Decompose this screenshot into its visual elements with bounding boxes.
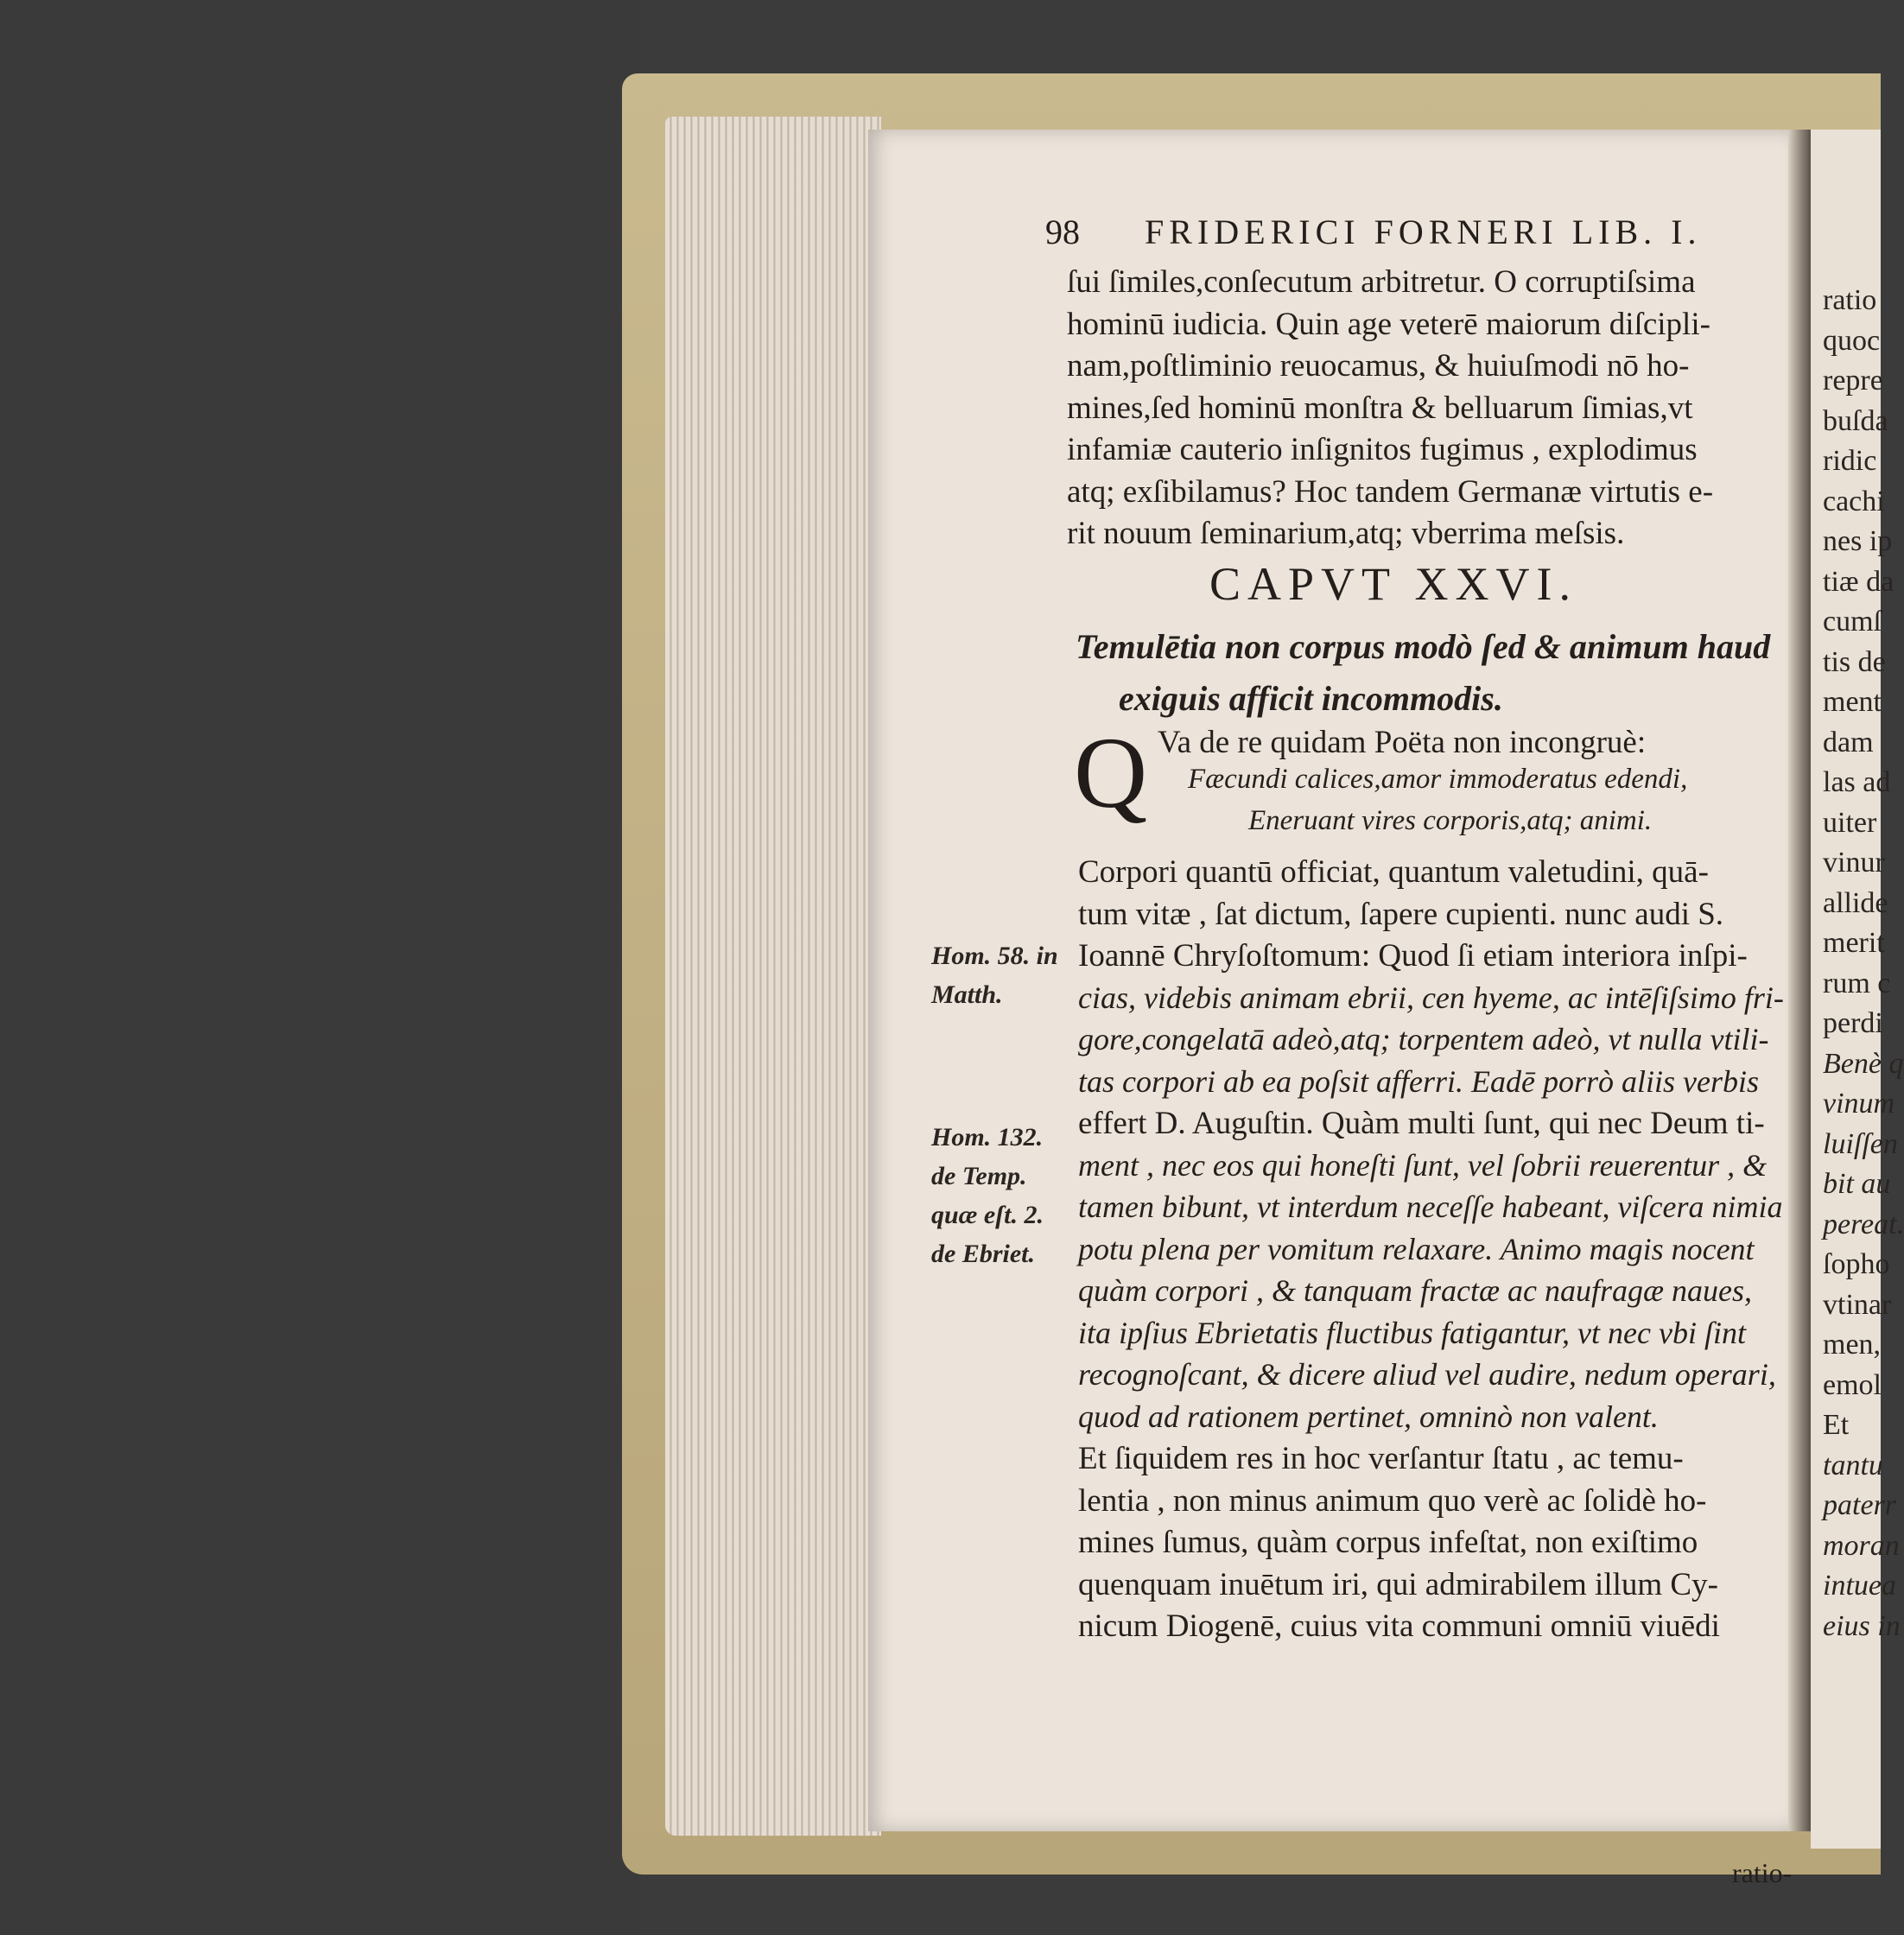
facing-page-line: dam — [1823, 726, 1874, 758]
body-line: ment , nec eos qui honeſti ſunt, vel ſobrii reuerentur , & — [1078, 1147, 1768, 1183]
margin-note: Hom. 132. — [931, 1123, 1044, 1151]
facing-page-line: tis de — [1823, 645, 1886, 678]
facing-page-line: bit au — [1823, 1168, 1891, 1200]
body-line: quod ad rationem pertinet, omninò non valent. — [1078, 1399, 1659, 1434]
margin-note: de Ebriet. — [931, 1240, 1035, 1268]
facing-page-line: Et — [1823, 1409, 1850, 1441]
facing-page — [1811, 130, 1904, 1849]
running-title: FRIDERICI FORNERI LIB. I. — [1145, 213, 1702, 251]
facing-page-line: vtinar — [1823, 1288, 1892, 1321]
facing-page-line: uiter — [1823, 806, 1877, 839]
facing-page-line: tantu — [1823, 1449, 1883, 1481]
body-line: nicum Diogenē, cuius vita communi omniū viuēdi — [1078, 1608, 1720, 1644]
body-line: gore,congelatā adeò,atq; torpentem adeò, vt nulla vtili- — [1078, 1022, 1769, 1056]
facing-page-line: luiſſen — [1823, 1127, 1898, 1160]
chapter-subtitle-line: exiguis afficit incommodis. — [1119, 679, 1503, 718]
body-line: recognoſcant, & dicere aliud vel audire, nedum operari, — [1078, 1357, 1776, 1392]
facing-page-line: allide — [1823, 886, 1888, 919]
facing-page-line: intuea — [1823, 1570, 1896, 1602]
verse-line: Eneruant vires corporis,atq; animi. — [1248, 805, 1653, 836]
drop-cap: Q — [1074, 716, 1148, 829]
facing-page-line: quoc — [1823, 324, 1881, 357]
facing-page-line: merit — [1823, 927, 1885, 959]
body-line: Ioannē Chryſoſtomum: Quod ſi etiam interiora inſpi- — [1078, 938, 1748, 974]
facing-page-line: men, — [1823, 1329, 1882, 1361]
facing-page-line: ratio — [1823, 284, 1877, 316]
facing-page-line: vinum — [1823, 1088, 1895, 1120]
body-line: cias, videbis animam ebrii, cen hyeme, ac intēſiſsimo fri- — [1078, 980, 1784, 1015]
body-line: quàm corpori , & tanquam fractæ ac naufragæ naues, — [1078, 1273, 1752, 1308]
facing-page-line: buſda — [1823, 404, 1888, 437]
body-line: quenquam inuētum iri, qui admirabilem illum Cy- — [1078, 1566, 1718, 1602]
facing-page-line: ment — [1823, 686, 1882, 718]
body-line: lentia , non minus animum quo verè ac ſolidè ho- — [1078, 1482, 1707, 1519]
text-line: hominū iudicia. Quin age veterē maiorum diſcipli- — [1067, 306, 1710, 342]
page-edges — [665, 117, 881, 1836]
body-line: Et ſiquidem res in hoc verſantur ſtatu , ac temu- — [1078, 1441, 1684, 1476]
facing-page-line: cumſ — [1823, 606, 1882, 638]
facing-page-line: perdi — [1823, 1007, 1883, 1039]
facing-page-line: ridic — [1823, 445, 1877, 477]
facing-page-line: eius in — [1823, 1609, 1901, 1642]
margin-note: Matth. — [931, 980, 1003, 1009]
body-line: Corpori quantū officiat, quantum valetudini, quā- — [1078, 854, 1709, 890]
body-line: potu plena per vomitum relaxare. Animo magis nocent — [1078, 1231, 1755, 1266]
margin-note: de Temp. — [931, 1162, 1027, 1190]
facing-page-line: tiæ da — [1823, 565, 1894, 598]
facing-page-line: rum c — [1823, 967, 1891, 999]
body-line: mines ſumus, quàm corpus infeſtat, non exiſtimo — [1078, 1525, 1698, 1560]
facing-page-line: Benè q — [1823, 1047, 1904, 1080]
facing-page-line: moran — [1823, 1529, 1900, 1562]
facing-page-line: repre — [1823, 365, 1883, 397]
book-gutter — [1788, 130, 1811, 1831]
page-header — [1045, 212, 1710, 257]
chapter-heading: CAPVT XXVI. — [1209, 558, 1578, 610]
facing-page-line: pereat. — [1823, 1208, 1904, 1240]
text-line: ſui ſimiles,conſecutum arbitretur. O corruptiſsima — [1067, 264, 1696, 300]
facing-page-line: vinur — [1823, 847, 1885, 879]
body-line: ita ipſius Ebrietatis fluctibus fatigantur, vt nec vbi ſint — [1078, 1315, 1746, 1350]
facing-page-line: cachi — [1823, 485, 1885, 517]
verse-line: Va de re quidam Poëta non incongruè: — [1158, 725, 1647, 760]
catchword: ratio- — [1732, 1857, 1793, 1888]
page-number: 98 — [1045, 213, 1080, 251]
chapter-subtitle-line: Temulētia non corpus modò ſed & animum haud — [1076, 627, 1771, 666]
facing-page-line: paterr — [1823, 1489, 1896, 1521]
facing-page-line: ſopho — [1823, 1248, 1890, 1280]
text-line: infamiæ cauterio inſignitos fugimus , explodimus — [1067, 432, 1698, 467]
verse-line: Fæcundi calices,amor immoderatus edendi, — [1188, 764, 1688, 795]
text-line: nam,poſtliminio reuocamus, & huiuſmodi nō ho- — [1067, 348, 1690, 384]
body-line: tas corpori ab ea poſsit afferri. Eadē porrò aliis verbis — [1078, 1063, 1759, 1099]
body-line: tamen bibunt, vt interdum neceſſe habeant, viſcera nimia — [1078, 1190, 1783, 1224]
text-line: atq; exſibilamus? Hoc tandem Germanæ virtutis e- — [1067, 473, 1714, 510]
facing-page-line: emol — [1823, 1368, 1882, 1401]
facing-page-line: las ad — [1823, 766, 1891, 798]
body-line: effert D. Auguſtin. Quàm multi ſunt, qui nec Deum ti- — [1078, 1106, 1765, 1141]
background-table — [0, 0, 639, 1935]
margin-note: Hom. 58. in — [931, 942, 1058, 970]
body-line: tum vitæ , ſat dictum, ſapere cupienti. nunc audi S. — [1078, 896, 1724, 932]
margin-note: quæ eſt. 2. — [931, 1201, 1044, 1229]
text-line: mines,ſed hominū monſtra & belluarum ſimias,vt — [1067, 390, 1693, 426]
facing-page-line: nes ip — [1823, 525, 1893, 557]
text-line: rit nouum ſeminarium,atq; vberrima meſsis. — [1067, 516, 1625, 551]
